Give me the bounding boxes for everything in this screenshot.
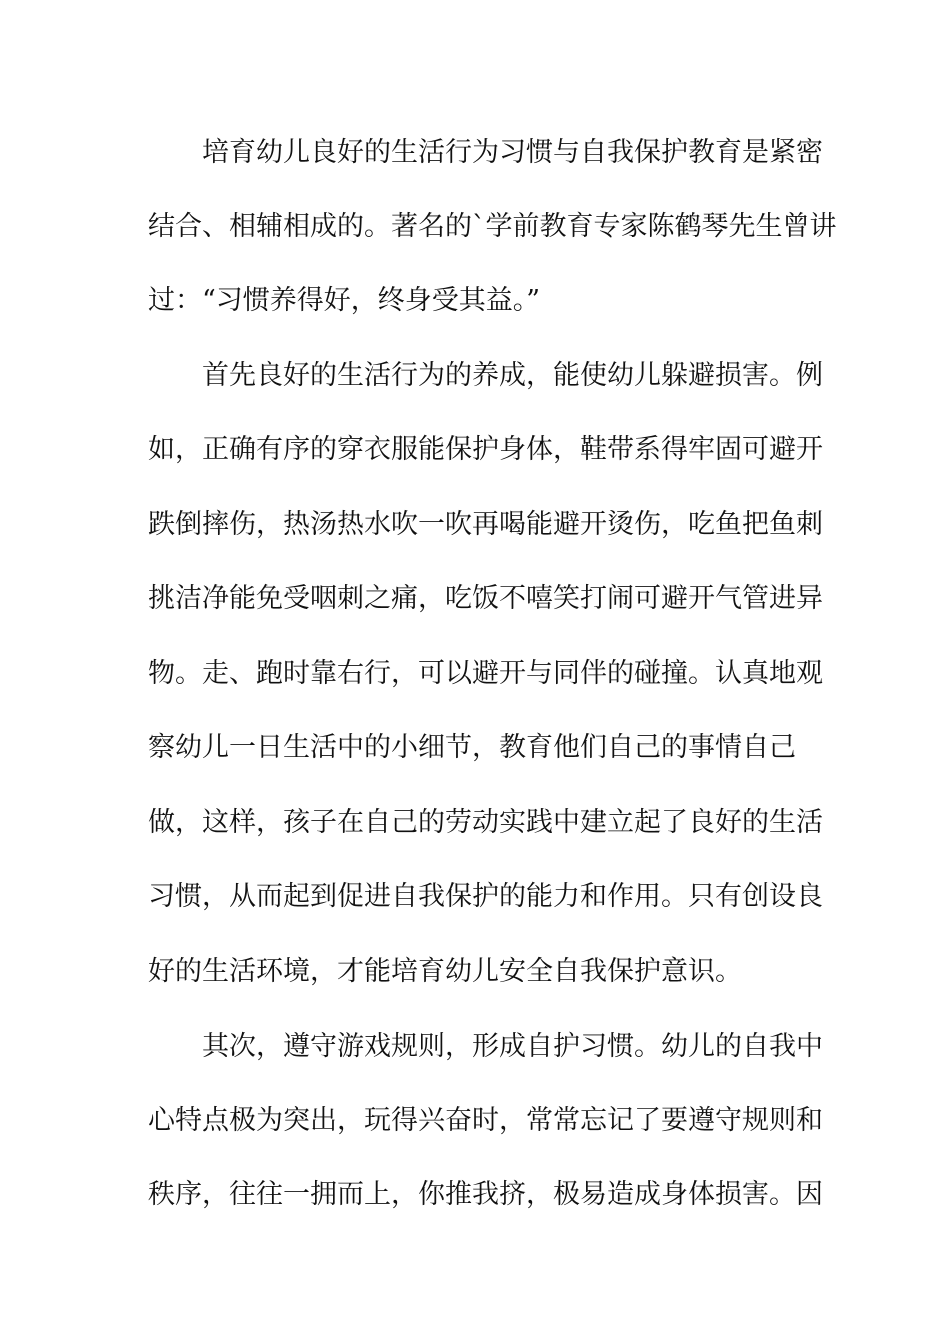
text-line-9: 察幼儿一日生活中的小细节，教育他们自己的事情自己: [148, 732, 796, 763]
text-line-5: 如，正确有序的穿衣服能保护身体，鞋带系得牢固可避开: [148, 434, 823, 465]
text-line-7: 挑洁净能免受咽刺之痛，吃饭不嘻笑打闹可避开气管进异: [148, 583, 823, 614]
text-line-6: 跌倒摔伤，热汤热水吹一吹再喝能避开烫伤，吃鱼把鱼刺: [148, 509, 823, 540]
text-line-1: 培育幼儿良好的生活行为习惯与自我保护教育是紧密: [148, 137, 823, 168]
text-line-2: 结合、相辅相成的。著名的`学前教育专家陈鹤琴先生曾讲: [148, 211, 837, 242]
text-line-13: 其次，遵守游戏规则，形成自护习惯。幼儿的自我中: [148, 1031, 823, 1062]
text-line-8: 物。走、跑时靠右行，可以避开与同伴的碰撞。认真地观: [148, 658, 823, 689]
text-line-11: 习惯，从而起到促进自我保护的能力和作用。只有创设良: [148, 881, 823, 912]
text-line-4: 首先良好的生活行为的养成，能使幼儿躲避损害。例: [148, 360, 823, 391]
text-line-12: 好的生活环境，才能培育幼儿安全自我保护意识。: [148, 956, 742, 987]
text-line-14: 心特点极为突出，玩得兴奋时，常常忘记了要遵守规则和: [148, 1105, 823, 1136]
text-line-10: 做，这样，孩子在自己的劳动实践中建立起了良好的生活: [148, 807, 823, 838]
text-line-3: 过：“习惯养得好，终身受其益。”: [148, 285, 541, 316]
text-line-15: 秩序，往往一拥而上，你推我挤，极易造成身体损害。因: [148, 1179, 823, 1210]
